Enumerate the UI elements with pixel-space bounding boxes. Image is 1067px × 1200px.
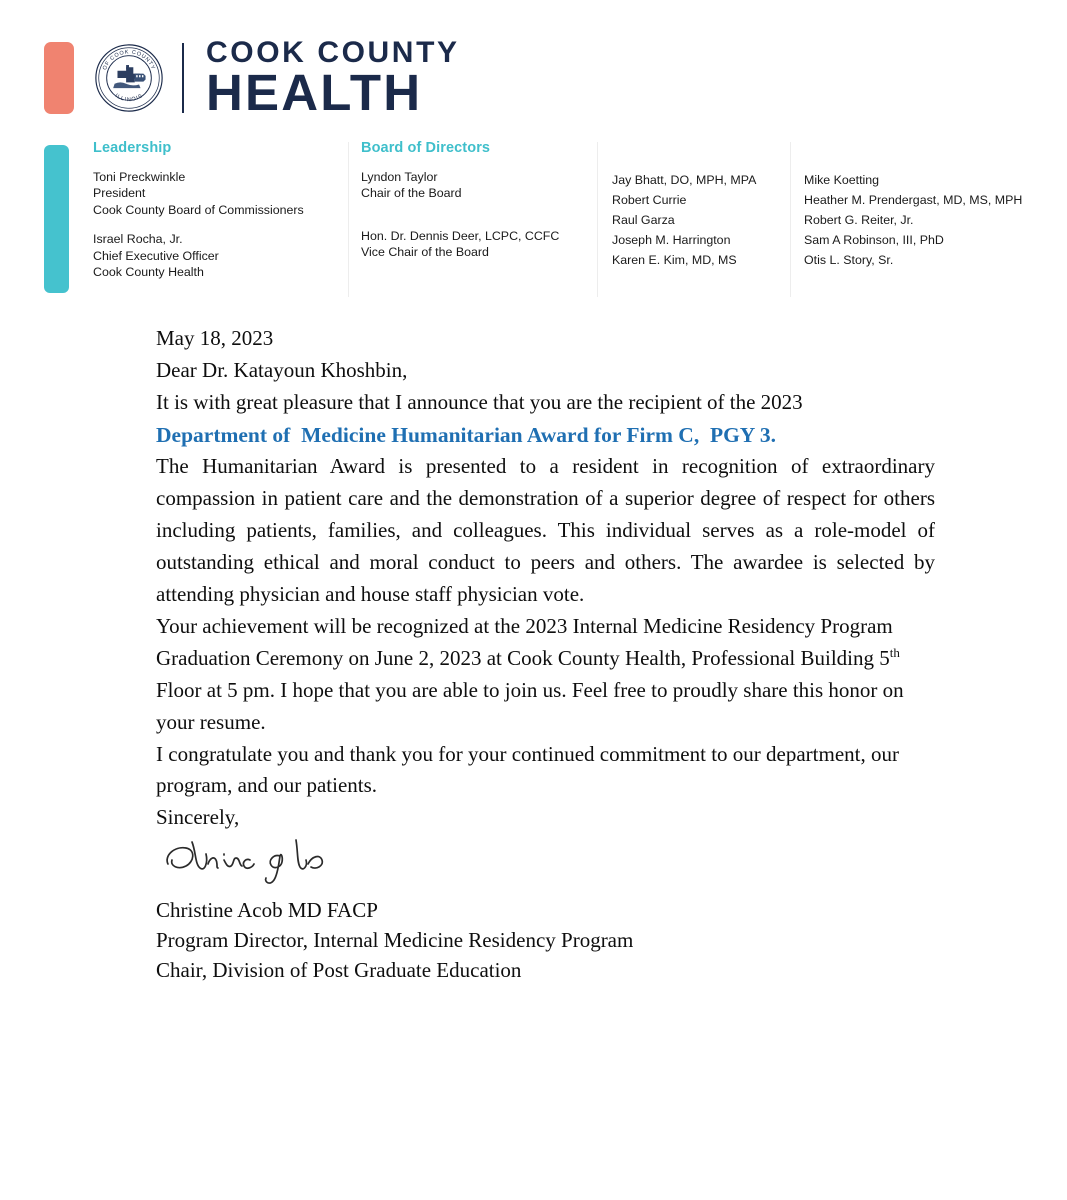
leadership-org: Cook County Health xyxy=(93,264,204,279)
logo-divider xyxy=(182,43,184,113)
board-officer-name: Lyndon Taylor xyxy=(361,170,438,184)
board-member-list xyxy=(804,170,1044,270)
board-of-directors-column xyxy=(361,140,593,261)
board-member: Mike Koetting xyxy=(804,173,880,187)
board-member: Karen E. Kim, MD, MS xyxy=(612,253,737,268)
board-officer-entry xyxy=(361,169,593,202)
award-title-line: Department of Medicine Humanitarian Award for Firm C, PGY 3. xyxy=(156,422,777,447)
handwritten-signature xyxy=(156,834,935,896)
signer-title-program-director: Program Director, Internal Medicine Residency Program xyxy=(156,928,634,953)
board-heading: Board of Directors xyxy=(361,140,491,156)
paragraph-award-description: The Humanitarian Award is presented to a resident in recognition of extraordinary compassion in patient care and the demonstration of a superior degree of respect for others including patients, families, and colleagues. This individual serves as a role-model of outstanding ethical and moral conduct to peers and others. The awardee is selected by attending physician and house staff physician vote. xyxy=(156,454,935,607)
board-member: Jay Bhatt, DO, MPH, MPA xyxy=(612,173,757,187)
leadership-entry xyxy=(93,231,343,280)
board-member: Joseph M. Harrington xyxy=(612,233,731,248)
letterhead xyxy=(0,0,1067,305)
leadership-role: Chief Executive Officer xyxy=(93,248,219,263)
board-officer-role: Vice Chair of the Board xyxy=(361,245,489,260)
board-officer-role: Chair of the Board xyxy=(361,186,462,201)
svg-text:OF COOK COUNTY: OF COOK COUNTY xyxy=(102,49,156,72)
paragraph-ceremony xyxy=(156,611,935,739)
wordmark-line-1: COOK COUNTY xyxy=(206,36,460,70)
ceremony-text-part-2: Floor at 5 pm. I hope that you are able to join us. Feel free to proudly share this honor on your resume. xyxy=(156,677,904,734)
letter-body xyxy=(0,323,1067,986)
ordinal-superscript: th xyxy=(889,644,900,660)
board-member-list xyxy=(612,170,792,270)
board-member: Heather M. Prendergast, MD, MS, MPH xyxy=(804,193,1023,208)
cook-county-health-wordmark xyxy=(206,36,460,121)
leadership-column xyxy=(93,140,343,280)
svg-text:ILLINOIS: ILLINOIS xyxy=(113,92,145,104)
masthead xyxy=(0,140,1067,305)
leadership-role: President xyxy=(93,186,146,201)
teal-accent-bar xyxy=(44,145,69,293)
leadership-name: Israel Rocha, Jr. xyxy=(93,232,183,247)
board-officer-name: Hon. Dr. Dennis Deer, LCPC, CCFC xyxy=(361,228,560,243)
board-officer-entry xyxy=(361,228,593,261)
leadership-name: Toni Preckwinkle xyxy=(93,170,186,184)
leadership-heading: Leadership xyxy=(93,140,172,156)
board-member: Robert Currie xyxy=(612,193,687,208)
ceremony-text-part-1: Your achievement will be recognized at the 2023 Internal Medicine Residency Program Graduation Ceremony on June 2, 2023 at Cook County Health, Professional Building 5 xyxy=(156,613,893,670)
signer-name: Christine Acob MD FACP xyxy=(156,898,378,923)
leadership-entry xyxy=(93,169,343,218)
leadership-org: Cook County Board of Commissioners xyxy=(93,202,304,217)
board-member: Otis L. Story, Sr. xyxy=(804,253,894,268)
board-member: Raul Garza xyxy=(612,213,675,228)
paragraph-congratulations: I congratulate you and thank you for your continued commitment to our department, our program, and our patients. xyxy=(156,741,899,798)
letter-intro-line: It is with great pleasure that I announce that you are the recipient of the 2023 xyxy=(156,389,803,414)
column-divider xyxy=(597,142,598,297)
cook-county-seal-icon xyxy=(93,42,165,114)
letter-greeting: Dear Dr. Katayoun Khoshbin, xyxy=(156,357,408,382)
wordmark-line-2: HEALTH xyxy=(206,63,423,121)
board-member: Sam A Robinson, III, PhD xyxy=(804,233,944,248)
board-members-column-2 xyxy=(804,140,1044,270)
signer-title-chair: Chair, Division of Post Graduate Education xyxy=(156,957,522,982)
column-divider xyxy=(348,142,349,297)
signature-block xyxy=(156,896,935,985)
logo-row xyxy=(0,0,1067,121)
board-member: Robert G. Reiter, Jr. xyxy=(804,213,914,228)
coral-accent-bar xyxy=(44,42,74,114)
letter-date: May 18, 2023 xyxy=(156,326,274,350)
board-members-column-1 xyxy=(612,140,792,270)
letter-closing: Sincerely, xyxy=(156,805,240,830)
